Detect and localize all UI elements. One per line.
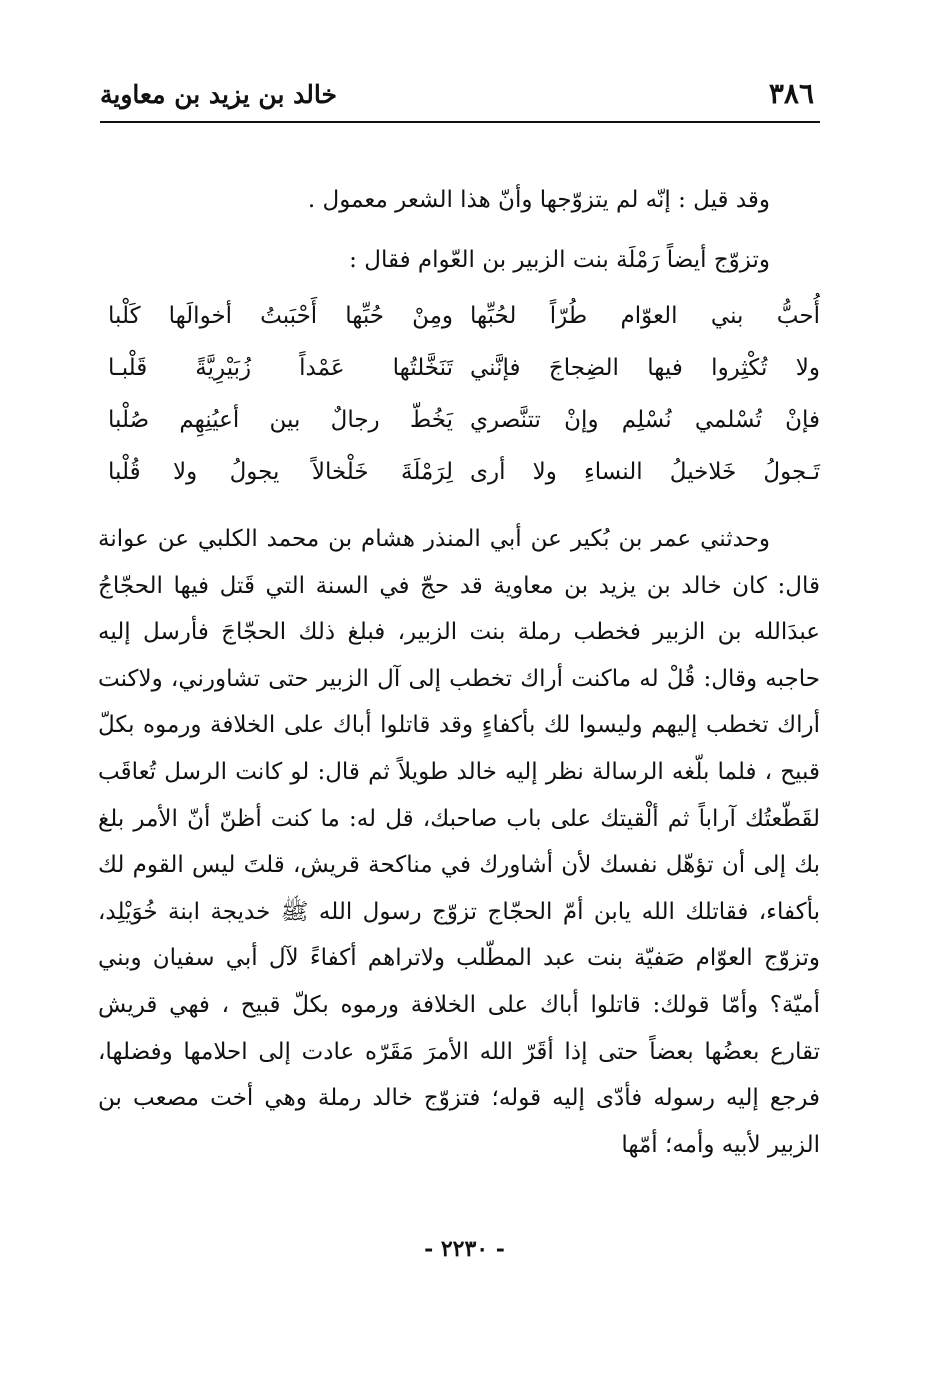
poem-verse (98, 448, 820, 500)
page-header (100, 74, 820, 118)
page-footer (0, 1236, 929, 1262)
verse-first-hemistich: ولا تُكْثِروا فيها الضِجاجَ فإنَّني (470, 355, 820, 381)
poem (98, 292, 820, 500)
verse-first-hemistich: فإنْ تُسْلمي نُسْلِم وإنْ تتنَّصري (470, 407, 820, 433)
verse-first-hemistich: أُحبُّ بني العوّام طُرّاً لحُبِّها (470, 303, 820, 329)
verse-second-hemistich: تَنَخَّلتُها عَمْداً زُبَيْرِيَّةً قَلْبـا (108, 355, 453, 381)
running-title: خالد بن يزيد بن معاوية (100, 80, 337, 109)
verse-first-hemistich: تَـجولُ خَلاخيلُ النساءِ ولا أرى (470, 459, 820, 485)
paragraph-indent (770, 526, 820, 552)
verse-second-hemistich: ومِنْ حُبِّها أَحْبَبتُ أخوالَها كَلْبا (108, 303, 453, 329)
verse-second-hemistich: لِرَمْلَةَ خَلْخالاً يجولُ ولا قُلْبا (108, 459, 453, 485)
header-divider (100, 121, 820, 123)
verse-second-hemistich: يَخُطّ رجالٌ بين أعيُنِهِم صُلْبا (108, 407, 453, 433)
poem-verse (98, 292, 820, 344)
page-number: ٣٨٦ (768, 77, 814, 110)
poem-verse (98, 396, 820, 448)
intro-line-2: وتزوّج أيضاً رَمْلَة بنت الزبير بن العّوام فقال : (349, 247, 770, 273)
poem-verse (98, 344, 820, 396)
intro-line-1: وقد قيل : إنّه لم يتزوّجها وأنّ هذا الشعر معمول . (307, 187, 770, 213)
prose-paragraph (98, 516, 820, 1168)
folio-number: - ٢٢٣٠ - (424, 1236, 505, 1262)
prose-text: وحدثني عمر بن بُكير عن أبي المنذر هشام بن محمد الكلبي عن عوانة قال: كان خالد بن يزيد بن معاوية قد حجّ في السنة التي قَتل فيها الحجّاجُ عبدَالله بن الزبير فخطب رملة بنت الزبير، فبلغ ذلك الحجّاجَ فأرسل إليه حاجبه وقال: قُلْ له ماكنت أراك تخطب إلى آل الزبير حتى تشاورني، ولاكنت أراك تخطب إليهم وليسوا لك بأكفاءٍ وقد قاتلوا أباك على الخلافة ورموه بكلّ قبيح ، فلما بلّغه الرسالة نظر إليه خالد طويلاً ثم قال: لو كانت الرسل تُعاقَب لقَطّعتُك آراباً ثم ألْقيتك على باب صاحبك، قل له: ما كنت أظنّ أنّ الأمر بلغ بك إلى أن تؤهّل نفسك لأن أشاورك في مناكحة قريش، قلتَ ليس القوم لك بأكفاء، فقاتلك الله يابن أمّ الحجّاج تزوّج رسول الله ﷺ خديجة ابنة خُوَيْلِد، وتزوّج العوّام صَفيّة بنت عبد المطّلب ولاتراهم أكفاءً لآل أبي سفيان وبني أميّة؟ وأمّا قولك: قاتلوا أباك على الخلافة ورموه بكلّ قبيح ، فهي قريش تقارع بعضُها بعضاً حتى إذا أقَرّ الله الأمرَ مَقَرّه عادت إلى احلامها وفضلها، فرجع إليه رسوله فأدّى إليه قوله؛ فتزوّج خالد رملة وهي أخت مصعب بن الزبير لأبيه وأمه؛ أمّها (98, 526, 820, 1158)
